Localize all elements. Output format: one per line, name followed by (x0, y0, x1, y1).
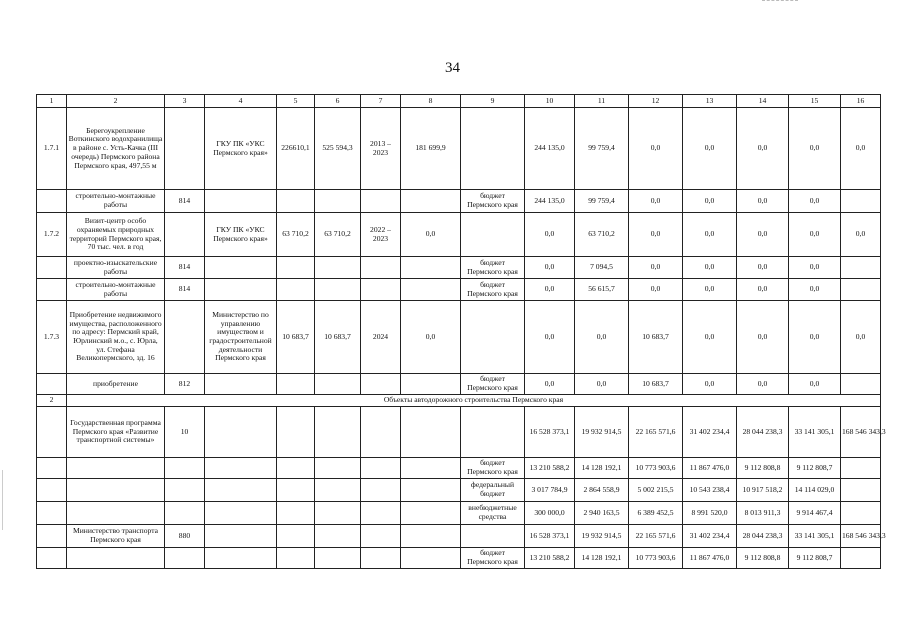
cell-value: 19 932 914,5 (575, 525, 629, 548)
cell-value: 0,0 (683, 213, 737, 257)
cell-value: 8 991 520,0 (683, 502, 737, 525)
cell-value: 0,0 (683, 279, 737, 301)
table-row (37, 279, 881, 301)
object-name: Приобретение недвижимого имущества, расположенного по адресу: Пермский край, Юрлинский м.о., с. Юрла, ул. Стефана Великопермского, зд. 16 (67, 301, 165, 374)
cell-value: 10 773 903,6 (629, 548, 683, 569)
cell-empty (361, 279, 401, 301)
cell-value: 0,0 (683, 190, 737, 213)
cell-empty (37, 458, 67, 479)
cell-value: 0,0 (737, 190, 789, 213)
cell-empty (315, 548, 361, 569)
funding-source: бюджет Пермского края (461, 190, 525, 213)
cell-empty (37, 479, 67, 502)
cell-empty (361, 458, 401, 479)
cell-value: 0,0 (737, 108, 789, 190)
cell-empty (37, 257, 67, 279)
cell-value: 63 710,2 (315, 213, 361, 257)
cell-empty (37, 502, 67, 525)
cell-empty (205, 257, 277, 279)
cell-value: 0,0 (525, 301, 575, 374)
cell-empty (315, 374, 361, 395)
cell-value: 0,0 (525, 257, 575, 279)
cell-empty (361, 502, 401, 525)
cell-value: 31 402 234,4 (683, 525, 737, 548)
cell-value: 0,0 (841, 301, 881, 374)
executor: Министерство по управлению имуществом и градостроительной деятельности Пермского края (205, 301, 277, 374)
table-row (37, 479, 881, 502)
cell-empty (315, 502, 361, 525)
cell-value: 0,0 (841, 108, 881, 190)
header-cell: 13 (683, 95, 737, 108)
row-code: 1.7.2 (37, 213, 67, 257)
cell-value: 19 932 914,5 (575, 407, 629, 458)
cell-value: 14 128 192,1 (575, 548, 629, 569)
cell-empty (841, 257, 881, 279)
cell-value: 5 002 215,5 (629, 479, 683, 502)
cell-code: 814 (165, 190, 205, 213)
header-cell: 3 (165, 95, 205, 108)
cell-value: 168 546 343,3 (841, 525, 881, 548)
cell-value: 11 867 476,0 (683, 458, 737, 479)
work-type: приобретение (67, 374, 165, 395)
cell-value: 8 013 911,3 (737, 502, 789, 525)
funding-source: бюджет Пермского края (461, 257, 525, 279)
cell-empty (165, 479, 205, 502)
header-cell: 14 (737, 95, 789, 108)
cell-code: 812 (165, 374, 205, 395)
cell-value: 0,0 (789, 301, 841, 374)
program-name: Государственная программа Пермского края «Развитие транспортной системы» (67, 407, 165, 458)
scan-artifact-left (2, 470, 4, 530)
cell-empty (841, 479, 881, 502)
header-cell: 2 (67, 95, 165, 108)
cell-value: 9 112 808,7 (789, 458, 841, 479)
cell-value: 28 044 238,3 (737, 407, 789, 458)
cell-empty (361, 257, 401, 279)
cell-empty (401, 502, 461, 525)
cell-empty (401, 374, 461, 395)
cell-value: 0,0 (401, 213, 461, 257)
cell-empty (841, 458, 881, 479)
cell-value: 525 594,3 (315, 108, 361, 190)
cell-empty (205, 279, 277, 301)
cell-empty (165, 213, 205, 257)
cell-value: 0,0 (629, 257, 683, 279)
cell-empty (361, 190, 401, 213)
funding-source: бюджет Пермского края (461, 279, 525, 301)
header-cell: 9 (461, 95, 525, 108)
cell-value: 0,0 (525, 213, 575, 257)
funding-source: бюджет Пермского края (461, 374, 525, 395)
cell-value: 0,0 (629, 190, 683, 213)
page-number: 34 (445, 60, 460, 76)
header-cell: 11 (575, 95, 629, 108)
cell-value: 10 773 903,6 (629, 458, 683, 479)
section-title: Объекты автодорожного строительства Пермского края (67, 395, 881, 407)
cell-value: 226610,1 (277, 108, 315, 190)
cell-empty (37, 190, 67, 213)
cell-empty (37, 407, 67, 458)
table-row (37, 548, 881, 569)
header-cell: 5 (277, 95, 315, 108)
cell-empty (401, 458, 461, 479)
funding-source: внебюджетные средства (461, 502, 525, 525)
cell-empty (461, 108, 525, 190)
cell-value: 181 699,9 (401, 108, 461, 190)
scan-artifact-top (762, 0, 798, 3)
cell-empty (277, 502, 315, 525)
cell-value: 0,0 (789, 257, 841, 279)
cell-value: 10 683,7 (629, 374, 683, 395)
cell-value: 0,0 (575, 374, 629, 395)
table-row (37, 407, 881, 458)
cell-empty (277, 257, 315, 279)
cell-value: 0,0 (737, 257, 789, 279)
cell-empty (361, 407, 401, 458)
cell-value: 0,0 (789, 213, 841, 257)
cell-value: 11 867 476,0 (683, 548, 737, 569)
cell-empty (277, 479, 315, 502)
object-name: Визит-центр особо охраняемых природных территорий Пермского края, 70 тыс. чел. в год (67, 213, 165, 257)
cell-value: 2 940 163,5 (575, 502, 629, 525)
cell-value: 300 000,0 (525, 502, 575, 525)
cell-empty (315, 257, 361, 279)
cell-period: 2024 (361, 301, 401, 374)
work-type: проектно-изыскательские работы (67, 257, 165, 279)
cell-empty (401, 257, 461, 279)
cell-empty (315, 190, 361, 213)
cell-value: 6 389 452,5 (629, 502, 683, 525)
cell-value: 10 683,7 (629, 301, 683, 374)
table-row (37, 257, 881, 279)
cell-value: 0,0 (525, 374, 575, 395)
cell-empty (205, 525, 277, 548)
header-cell: 12 (629, 95, 683, 108)
row-code: 2 (37, 395, 67, 407)
cell-empty (277, 548, 315, 569)
cell-empty (277, 525, 315, 548)
funding-source: федеральный бюджет (461, 479, 525, 502)
table-row (37, 374, 881, 395)
header-cell: 6 (315, 95, 361, 108)
cell-value: 244 135,0 (525, 108, 575, 190)
cell-value: 9 914 467,4 (789, 502, 841, 525)
cell-empty (277, 407, 315, 458)
cell-empty (461, 407, 525, 458)
cell-value: 0,0 (841, 213, 881, 257)
cell-value: 0,0 (737, 374, 789, 395)
cell-empty (401, 479, 461, 502)
cell-value: 0,0 (629, 279, 683, 301)
cell-empty (165, 108, 205, 190)
header-row (37, 95, 881, 108)
cell-value: 0,0 (683, 257, 737, 279)
header-cell: 4 (205, 95, 277, 108)
funding-source: бюджет Пермского края (461, 548, 525, 569)
cell-empty (401, 279, 461, 301)
cell-period: 2022 – 2023 (361, 213, 401, 257)
header-cell: 15 (789, 95, 841, 108)
cell-value: 99 759,4 (575, 190, 629, 213)
cell-empty (205, 479, 277, 502)
executor: ГКУ ПК «УКС Пермского края» (205, 108, 277, 190)
ministry-name: Министерство транспорта Пермского края (67, 525, 165, 548)
cell-value: 10 543 238,4 (683, 479, 737, 502)
cell-empty (205, 458, 277, 479)
cell-empty (165, 548, 205, 569)
cell-empty (165, 502, 205, 525)
cell-empty (67, 479, 165, 502)
cell-value: 16 528 373,1 (525, 407, 575, 458)
table-row (37, 190, 881, 213)
cell-empty (361, 525, 401, 548)
cell-value: 0,0 (789, 190, 841, 213)
table-row (37, 108, 881, 190)
cell-empty (401, 548, 461, 569)
cell-value: 16 528 373,1 (525, 525, 575, 548)
cell-empty (37, 279, 67, 301)
cell-value: 14 128 192,1 (575, 458, 629, 479)
cell-value: 9 112 808,8 (737, 548, 789, 569)
cell-empty (315, 479, 361, 502)
cell-empty (841, 502, 881, 525)
cell-empty (461, 301, 525, 374)
cell-empty (361, 479, 401, 502)
cell-value: 0,0 (629, 108, 683, 190)
cell-code: 880 (165, 525, 205, 548)
cell-empty (205, 190, 277, 213)
cell-empty (315, 458, 361, 479)
cell-value: 0,0 (737, 213, 789, 257)
cell-value: 9 112 808,7 (789, 548, 841, 569)
cell-value: 13 210 588,2 (525, 458, 575, 479)
cell-empty (165, 458, 205, 479)
table-row (37, 525, 881, 548)
cell-empty (205, 374, 277, 395)
cell-code: 814 (165, 257, 205, 279)
cell-value: 0,0 (683, 301, 737, 374)
table-row (37, 458, 881, 479)
cell-empty (841, 374, 881, 395)
cell-empty (67, 548, 165, 569)
cell-value: 0,0 (525, 279, 575, 301)
cell-value: 22 165 571,6 (629, 407, 683, 458)
cell-value: 56 615,7 (575, 279, 629, 301)
cell-code: 10 (165, 407, 205, 458)
cell-empty (165, 301, 205, 374)
object-name: Берегоукрепление Воткинского водохранилища в районе с. Усть-Качка (III очередь) Пермского района Пермского края, 497,55 м (67, 108, 165, 190)
cell-empty (205, 548, 277, 569)
cell-value: 22 165 571,6 (629, 525, 683, 548)
cell-empty (361, 374, 401, 395)
cell-value: 168 546 343,3 (841, 407, 881, 458)
table-row (37, 502, 881, 525)
cell-empty (37, 548, 67, 569)
header-cell: 1 (37, 95, 67, 108)
executor: ГКУ ПК «УКС Пермского края» (205, 213, 277, 257)
cell-empty (461, 525, 525, 548)
cell-code: 814 (165, 279, 205, 301)
header-cell: 7 (361, 95, 401, 108)
cell-empty (841, 279, 881, 301)
cell-empty (277, 279, 315, 301)
cell-value: 0,0 (789, 374, 841, 395)
cell-period: 2013 – 2023 (361, 108, 401, 190)
cell-empty (67, 458, 165, 479)
section-row (37, 395, 881, 407)
cell-value: 10 683,7 (277, 301, 315, 374)
cell-empty (841, 190, 881, 213)
cell-value: 7 094,5 (575, 257, 629, 279)
cell-value: 0,0 (737, 279, 789, 301)
cell-empty (277, 190, 315, 213)
budget-table (36, 94, 886, 569)
work-type: строительно-монтажные работы (67, 190, 165, 213)
cell-value: 0,0 (683, 108, 737, 190)
cell-value: 244 135,0 (525, 190, 575, 213)
cell-empty (401, 190, 461, 213)
cell-value: 0,0 (629, 213, 683, 257)
header-cell: 8 (401, 95, 461, 108)
header-cell: 16 (841, 95, 881, 108)
cell-value: 0,0 (737, 301, 789, 374)
cell-value: 14 114 029,0 (789, 479, 841, 502)
cell-value: 31 402 234,4 (683, 407, 737, 458)
cell-empty (37, 525, 67, 548)
cell-value: 63 710,2 (277, 213, 315, 257)
cell-empty (205, 502, 277, 525)
cell-value: 0,0 (401, 301, 461, 374)
cell-value: 33 141 305,1 (789, 525, 841, 548)
cell-empty (205, 407, 277, 458)
cell-empty (67, 502, 165, 525)
cell-value: 33 141 305,1 (789, 407, 841, 458)
row-code: 1.7.3 (37, 301, 67, 374)
row-code: 1.7.1 (37, 108, 67, 190)
header-cell: 10 (525, 95, 575, 108)
cell-empty (315, 525, 361, 548)
table-row (37, 213, 881, 257)
cell-empty (37, 374, 67, 395)
cell-empty (277, 374, 315, 395)
cell-value: 0,0 (789, 108, 841, 190)
cell-value: 0,0 (789, 279, 841, 301)
cell-empty (361, 548, 401, 569)
cell-value: 0,0 (575, 301, 629, 374)
cell-value: 63 710,2 (575, 213, 629, 257)
funding-source: бюджет Пермского края (461, 458, 525, 479)
cell-value: 10 917 518,2 (737, 479, 789, 502)
cell-value: 0,0 (683, 374, 737, 395)
cell-value: 3 017 784,9 (525, 479, 575, 502)
cell-empty (841, 548, 881, 569)
cell-empty (277, 458, 315, 479)
cell-value: 28 044 238,3 (737, 525, 789, 548)
cell-value: 99 759,4 (575, 108, 629, 190)
cell-empty (401, 525, 461, 548)
cell-empty (315, 407, 361, 458)
cell-value: 9 112 808,8 (737, 458, 789, 479)
cell-value: 2 864 558,9 (575, 479, 629, 502)
cell-empty (315, 279, 361, 301)
cell-empty (401, 407, 461, 458)
table-row (37, 301, 881, 374)
cell-value: 10 683,7 (315, 301, 361, 374)
work-type: строительно-монтажные работы (67, 279, 165, 301)
cell-empty (461, 213, 525, 257)
cell-value: 13 210 588,2 (525, 548, 575, 569)
